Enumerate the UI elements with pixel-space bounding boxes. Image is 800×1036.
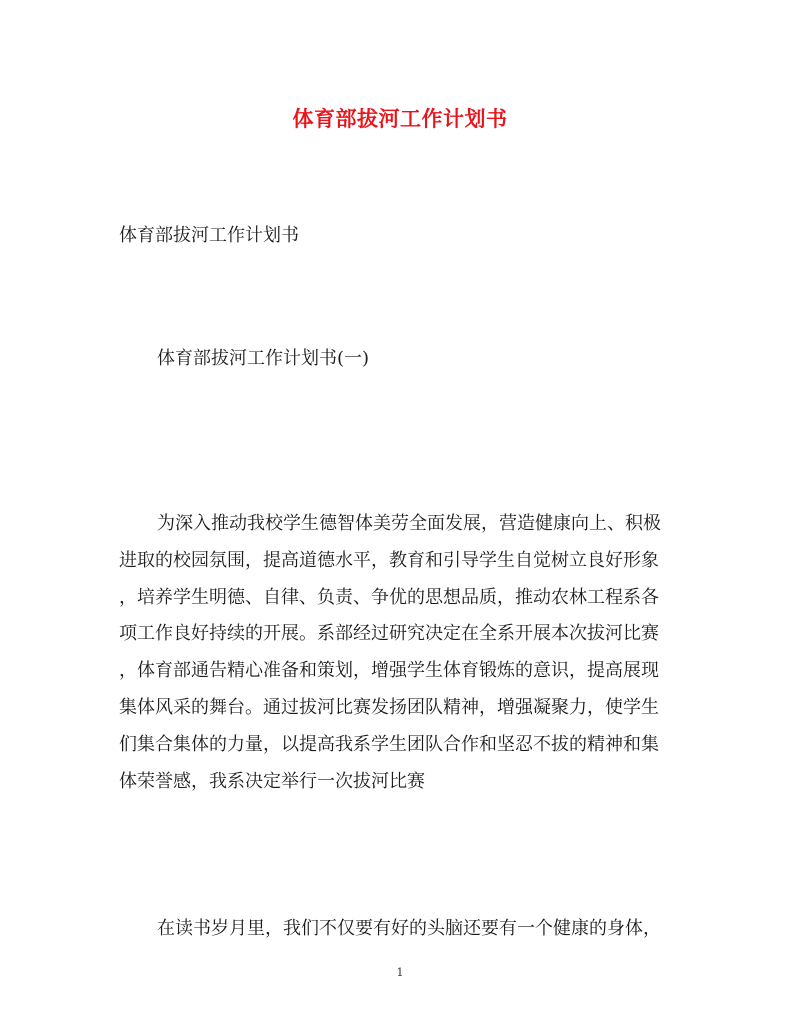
document-title: 体育部拔河工作计划书 (292, 106, 508, 131)
section-heading: 体育部拔河工作计划书(一) (157, 348, 370, 369)
paragraph-1 (119, 510, 679, 804)
paragraph-line: 集体风采的舞台。通过拔河比赛发扬团队精神，增强凝聚力，使学生 (119, 696, 659, 718)
paragraph-line: ，培养学生明德、自律、负责、争优的思想品质，推动农林工程系各 (119, 586, 659, 608)
paragraph-line: 们集合集体的力量，以提高我系学生团队合作和坚忍不拔的精神和集 (119, 733, 659, 755)
paragraph-line: ，体育部通告精心准备和策划，增强学生体育锻炼的意识，提高展现 (119, 660, 659, 682)
paragraph-line: 进取的校园氛围，提高道德水平，教育和引导学生自觉树立良好形象 (119, 549, 659, 571)
page-number: 1 (396, 966, 404, 979)
paragraph-line: 项工作良好持续的开展。系部经过研究决定在全系开展本次拔河比赛 (119, 623, 659, 645)
paragraph-line: 为深入推动我校学生德智体美劳全面发展，营造健康向上、积极 (157, 513, 661, 534)
paragraph-2: 在读书岁月里，我们不仅要有好的头脑还要有一个健康的身体， (157, 918, 661, 939)
document-subtitle: 体育部拔河工作计划书 (119, 225, 299, 246)
paragraph-line: 体荣誉感，我系决定举行一次拔河比赛 (119, 770, 425, 792)
